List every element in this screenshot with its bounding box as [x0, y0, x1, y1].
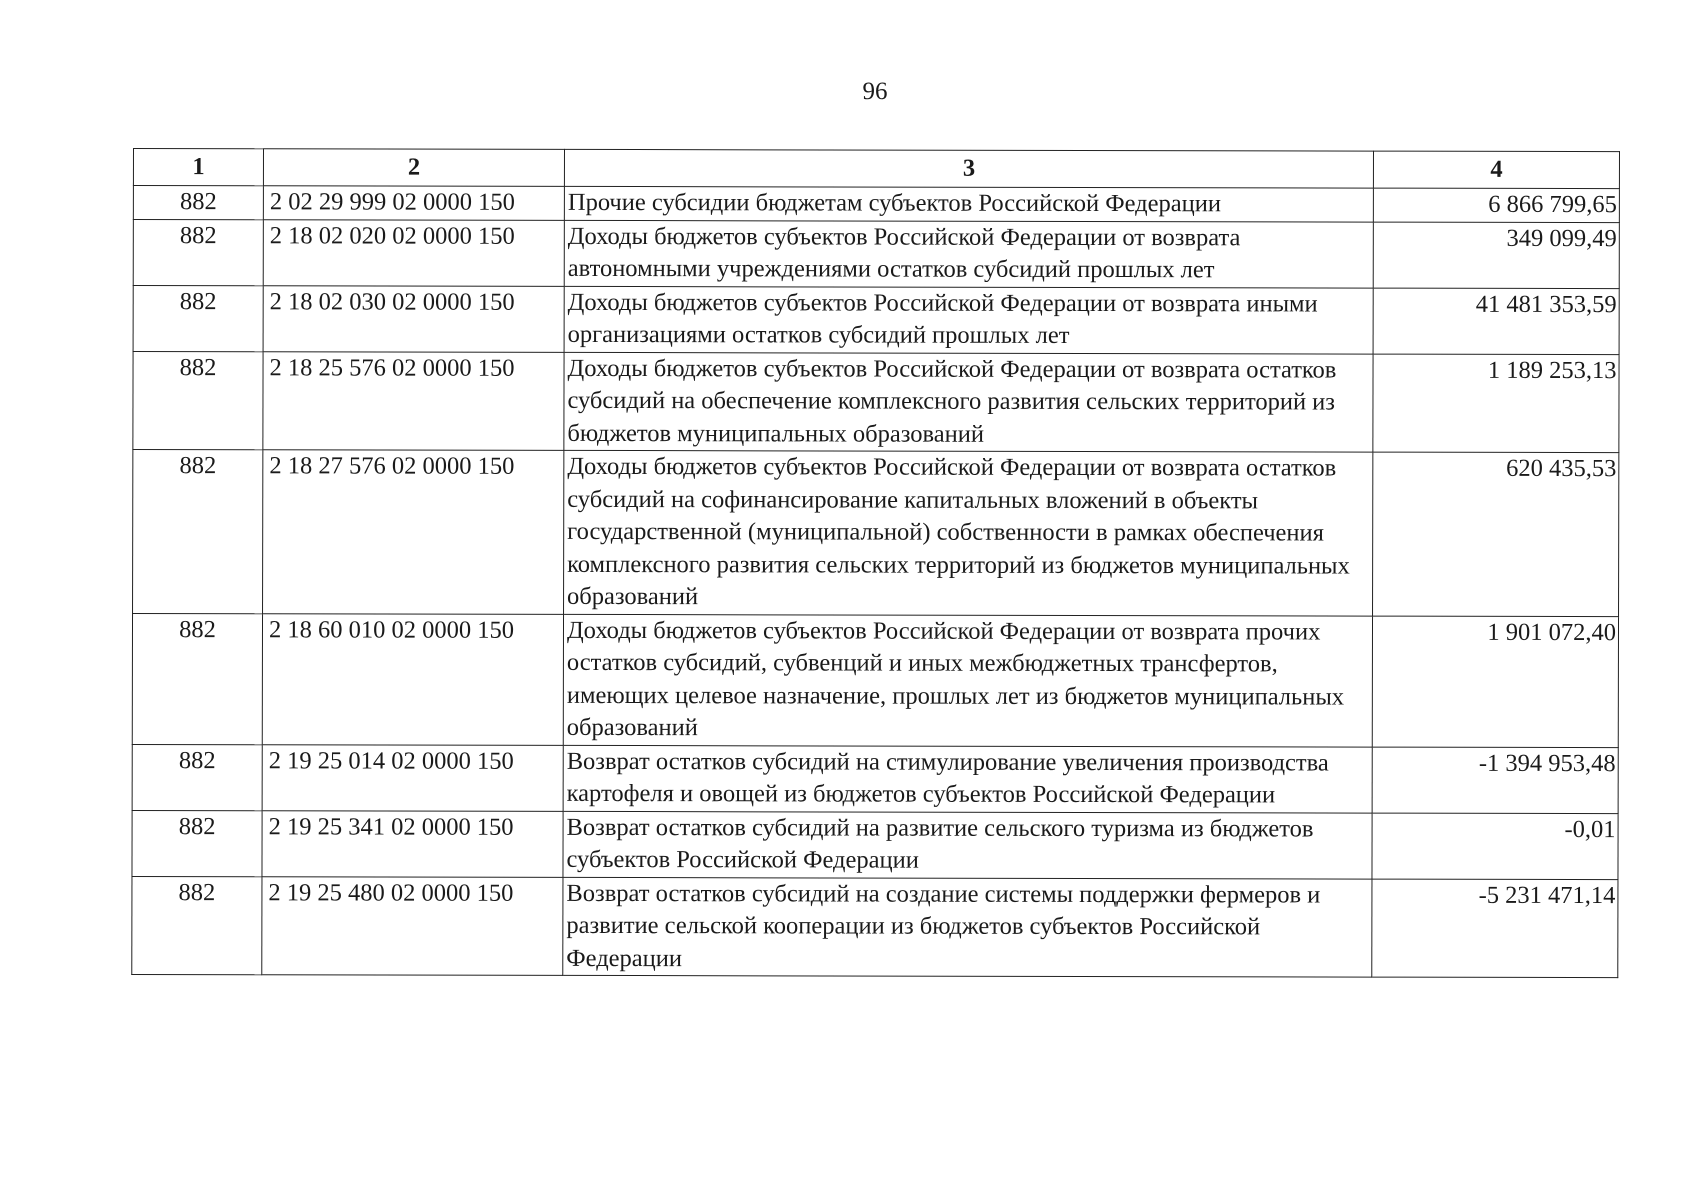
budget-code-cell: 2 18 60 010 02 0000 150 [262, 613, 563, 745]
budget-revenue-table [131, 148, 1620, 978]
budget-code-cell: 2 02 29 999 02 0000 150 [263, 186, 564, 220]
admin-code-cell: 882 [132, 613, 262, 744]
revenue-name-cell: Доходы бюджетов субъектов Российской Федерации от возврата автономными учреждениями остатков субсидий прошлых лет [564, 220, 1373, 288]
table-row [132, 744, 1618, 813]
revenue-name-cell: Доходы бюджетов субъектов Российской Федерации от возврата остатков субсидий на обеспечение комплексного развития сельских территорий из бюджетов муниципальных образований [564, 352, 1373, 452]
revenue-name-cell: Прочие субсидии бюджетам субъектов Российской Федерации [564, 186, 1373, 221]
amount-cell: 41 481 353,59 [1373, 288, 1619, 355]
table-row [132, 810, 1618, 879]
budget-code-cell: 2 19 25 341 02 0000 150 [262, 810, 563, 877]
budget-code-cell: 2 19 25 014 02 0000 150 [262, 744, 563, 811]
column-header-4: 4 [1373, 151, 1619, 189]
amount-cell: -0,01 [1372, 813, 1618, 880]
amount-cell: 6 866 799,65 [1373, 188, 1619, 222]
admin-code-cell: 882 [132, 744, 262, 810]
budget-table-wrapper [131, 148, 1619, 978]
budget-code-cell: 2 18 27 576 02 0000 150 [263, 450, 564, 614]
table-row [133, 219, 1619, 288]
table-header-row [133, 149, 1619, 189]
admin-code-cell: 882 [133, 351, 263, 450]
table-row [133, 351, 1619, 453]
budget-code-cell: 2 18 02 020 02 0000 150 [263, 219, 564, 286]
column-header-3: 3 [564, 149, 1373, 188]
revenue-name-cell: Возврат остатков субсидий на стимулирование увеличения производства картофеля и овощей из бюджетов субъектов Российской Федерации [563, 745, 1372, 813]
budget-code-cell: 2 18 02 030 02 0000 150 [263, 285, 564, 352]
admin-code-cell: 882 [132, 876, 262, 975]
budget-code-cell: 2 18 25 576 02 0000 150 [263, 351, 564, 450]
budget-code-cell: 2 19 25 480 02 0000 150 [262, 876, 563, 975]
table-row [132, 876, 1618, 978]
amount-cell: 349 099,49 [1373, 222, 1619, 289]
revenue-name-cell: Доходы бюджетов субъектов Российской Федерации от возврата прочих остатков субсидий, субвенций и иных межбюджетных трансфертов, имеющих целевое назначение, прошлых лет из бюджетов муниципальных образований [563, 614, 1372, 747]
table-row [133, 186, 1619, 223]
table-row [132, 613, 1618, 747]
revenue-name-cell: Возврат остатков субсидий на развитие сельского туризма из бюджетов субъектов Российской Федерации [563, 811, 1372, 879]
revenue-name-cell: Доходы бюджетов субъектов Российской Федерации от возврата остатков субсидий на софинансирование капитальных вложений в объекты государственной (муниципальной) собственности в рамках обеспечения комплексного развития сельских территорий из бюджетов муниципальных образований [564, 450, 1373, 615]
amount-cell: 620 435,53 [1373, 452, 1619, 616]
admin-code-cell: 882 [133, 186, 263, 220]
amount-cell: 1 189 253,13 [1373, 354, 1619, 453]
admin-code-cell: 882 [133, 219, 263, 285]
amount-cell: -5 231 471,14 [1372, 879, 1618, 978]
table-row [133, 285, 1619, 354]
revenue-name-cell: Возврат остатков субсидий на создание системы поддержки фермеров и развитие сельской кооперации из бюджетов субъектов Российской Федерации [563, 877, 1372, 977]
admin-code-cell: 882 [133, 285, 263, 351]
amount-cell: 1 901 072,40 [1372, 616, 1618, 748]
page-number: 96 [862, 78, 888, 105]
column-header-1: 1 [133, 149, 263, 186]
revenue-name-cell: Доходы бюджетов субъектов Российской Федерации от возврата иными организациями остатков субсидий прошлых лет [564, 286, 1373, 354]
amount-cell: -1 394 953,48 [1372, 747, 1618, 814]
table-row [133, 450, 1619, 617]
column-header-2: 2 [263, 149, 564, 187]
admin-code-cell: 882 [132, 810, 262, 876]
admin-code-cell: 882 [133, 450, 263, 614]
